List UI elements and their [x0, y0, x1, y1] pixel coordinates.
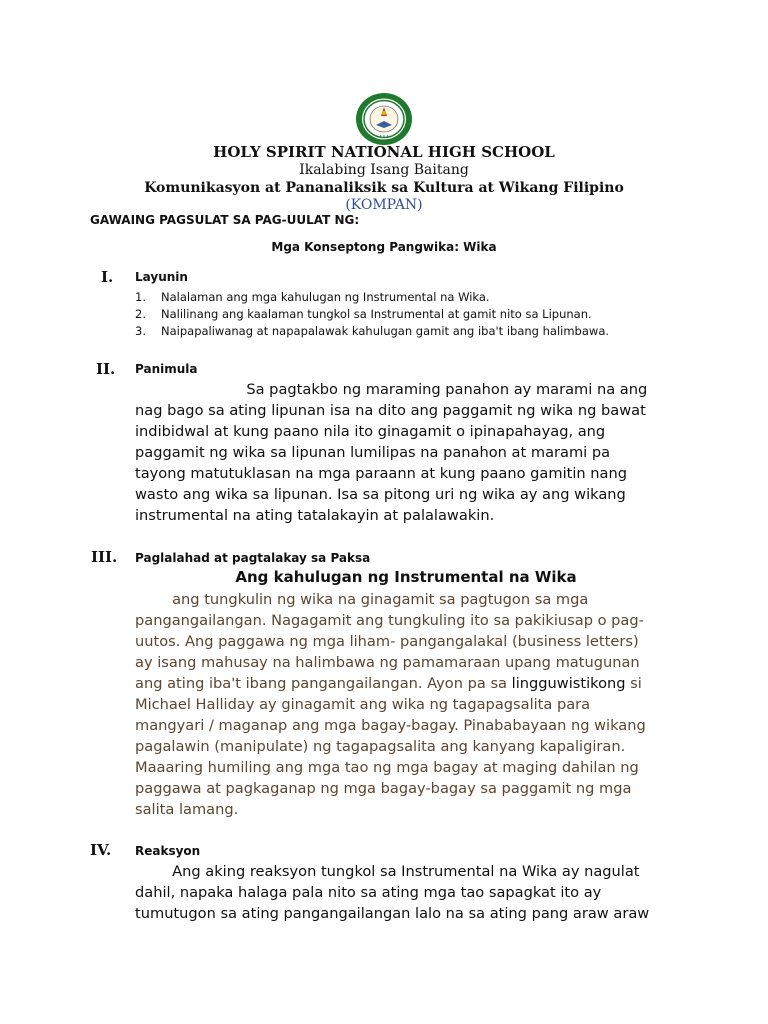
section-numeral-3: III. — [91, 548, 118, 566]
panimula-paragraph: Sa pagtakbo ng maraming panahon ay marami na ang nag bago sa ating lipunan isa na dito ang paggamit ng wika ng bawat indibidwal at kung paano nila ito ginagamit o ipinapahayag, ang paggamit ng wika sa lipunan lumilipas na panahon at marami pa tayong matutuklasan na mga paraann at kung paano gamitin nang wasto ang wika sa lipunan. Isa sa pitong uri ng wika ay ang wikang instrumental na ating tatalakayin at palalawakin. — [135, 381, 648, 524]
section-numeral-1: I. — [101, 268, 114, 286]
grade-level: Ikalabing Isang Baitang — [299, 162, 469, 178]
reaksyon-paragraph: Ang aking reaksyon tungkol sa Instrumental na Wika ay nagulat dahil, napaka halaga pala nito sa ating mga tao sapagkat ito ay tumutugon sa ating pangangailangan lalo na sa ating pang araw araw — [135, 863, 650, 922]
highlighted-word: lingguwistikong — [511, 675, 626, 692]
school-seal-logo — [355, 92, 413, 146]
section-heading-reaksyon: Reaksyon — [135, 844, 201, 858]
svg-text:✦ ✦ ✦: ✦ ✦ ✦ — [378, 134, 390, 138]
objectives-list — [135, 289, 609, 340]
section-numeral-4: IV. — [90, 841, 112, 859]
section-heading-layunin: Layunin — [135, 270, 188, 284]
paglalahad-paragraph: ang tungkulin ng wika na ginagamit sa pagtugon sa mga pangangailangan. Nagagamit ang tungkuling ito sa pakikiusap o pag- uutos. Ang paggawa ng mga liham- pangangalakal (business letters) ay isang mahusay na halimbawa ng pamamaraan upang matugunan ang ating iba't ibang pangangailangan. Ayon pa sa lingguwistikong si Michael Halliday ay ginagamit ang wika ng tagapagsalita para mangyari / maganap ang mga bagay-bagay. Pinababayaan ng wikang pagalawin (manipulate) ng tagapagsalita ang kanyang kapaligiran. Maaaring humiling ang mga tao ng mga bagay at maging dahilan ng paggawa at pagkaganap ng mga bagay-bagay sa paggamit ng mga salita lamang. — [135, 591, 646, 818]
assignment-title: GAWAING PAGSULAT SA PAG-UULAT NG: — [90, 213, 360, 227]
topic-title: Mga Konseptong Pangwika: Wika — [271, 240, 497, 254]
list-item: 1. Nalalaman ang mga kahulugan ng Instrumental na Wika. — [135, 290, 490, 304]
subject-title: Komunikasyon at Pananaliksik sa Kultura at Wikang Filipino — [144, 180, 624, 196]
list-item: 3. Naipapaliwanag at napapalawak kahulugan gamit ang iba't ibang halimbawa. — [135, 324, 610, 338]
section-numeral-2: II. — [96, 360, 116, 378]
subject-abbreviation: (KOMPAN) — [345, 197, 423, 213]
section-heading-paglalahad: Paglalahad at pagtalakay sa Paksa — [135, 551, 371, 565]
section-heading-panimula: Panimula — [135, 362, 198, 376]
list-item: 2. Nalilinang ang kaalaman tungkol sa Instrumental at gamit nito sa Lipunan. — [135, 307, 592, 321]
section-subtitle: Ang kahulugan ng Instrumental na Wika — [235, 568, 577, 586]
school-name: HOLY SPIRIT NATIONAL HIGH SCHOOL — [213, 143, 555, 161]
